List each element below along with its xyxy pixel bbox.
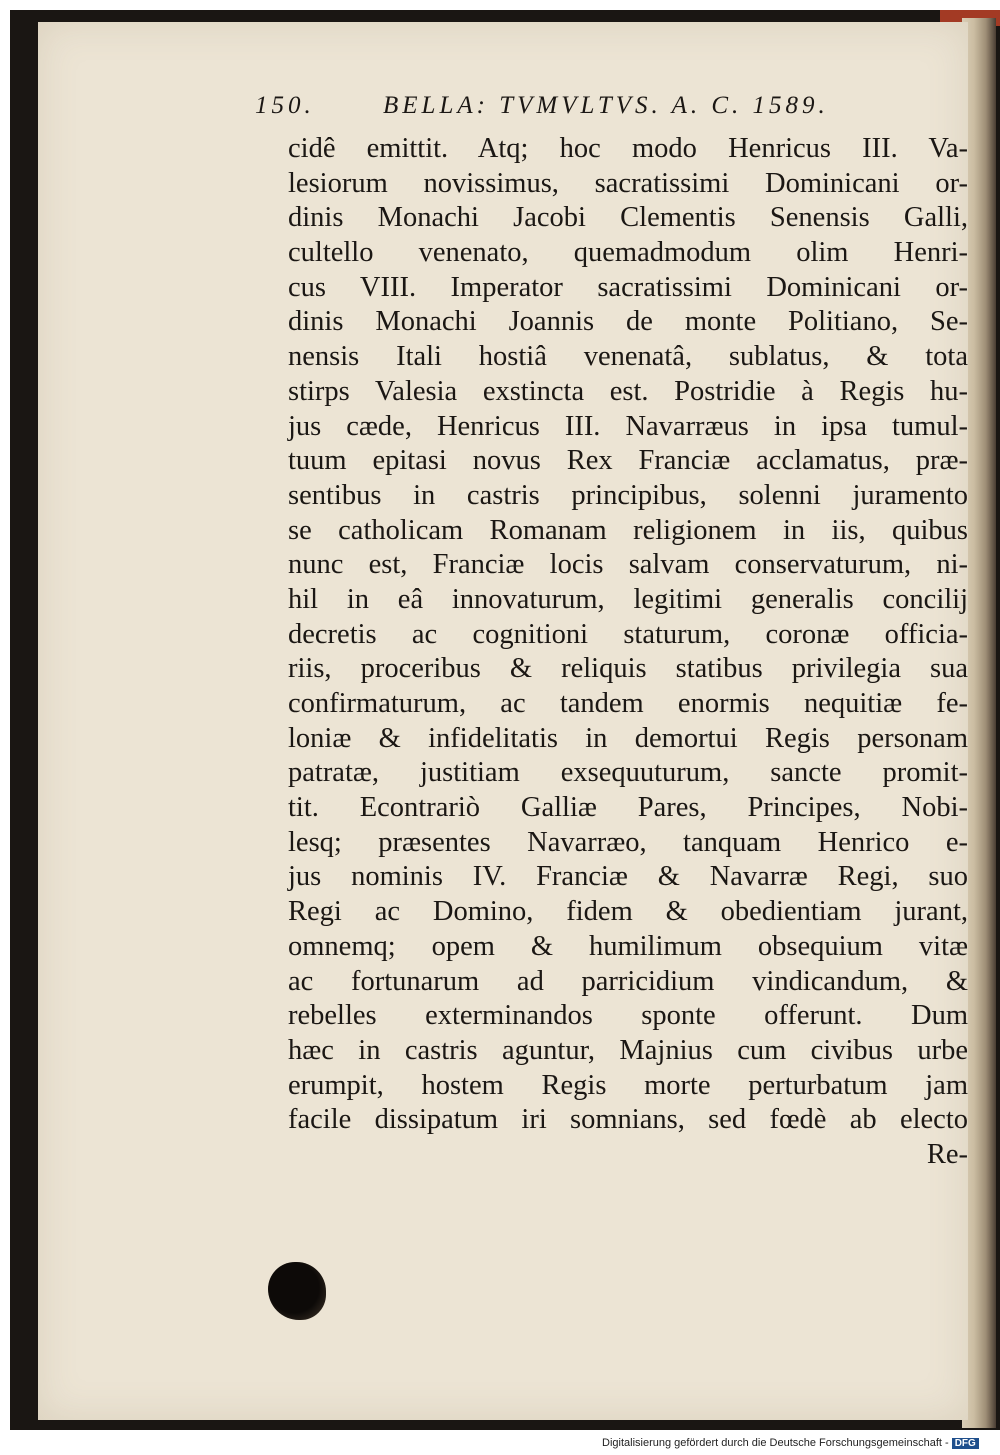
text-line: Regi ac Domino, fidem & obedientiam jurant, xyxy=(288,896,968,928)
text-line: lesq; præsentes Navarræo, tanquam Henrico e- xyxy=(288,826,968,858)
text-line: cus VIII. Imperator sacratissimi Dominicani or- xyxy=(288,271,968,303)
text-line: confirmaturum, ac tandem enormis nequitiæ fe- xyxy=(288,688,968,719)
text-line: jus cæde, Henricus III. Navarræus in ipsa tumul- xyxy=(288,410,968,442)
text-line: facile dissipatum iri somnians, sed fœdè ab electo xyxy=(288,1104,968,1136)
page-number: 150. xyxy=(255,92,315,119)
running-header xyxy=(255,92,915,120)
text-line: cultello venenato, quemadmodum olim Henri- xyxy=(288,237,968,269)
text-line: loniæ & infidelitatis in demortui Regis personam xyxy=(288,722,968,754)
body-text xyxy=(288,132,968,1173)
text-line: decretis ac cognitioni staturum, coronæ officia- xyxy=(288,618,968,650)
text-line: omnemq; opem & humilimum obsequium vitæ xyxy=(288,930,968,962)
text-line: hæc in castris aguntur, Majnius cum civibus urbe xyxy=(288,1034,968,1066)
text-line: erumpit, hostem Regis morte perturbatum jam xyxy=(288,1069,968,1101)
text-line: se catholicam Romanam religionem in iis, quibus xyxy=(288,514,968,546)
text-line: tit. Econtrariò Galliæ Pares, Principes, Nobi- xyxy=(288,792,968,824)
running-title: BELLA: TVMVLTVS. A. C. 1589. xyxy=(383,92,829,119)
catchword: Re- xyxy=(926,1138,968,1170)
text-line: stirps Valesia exstincta est. Postridie à Regis hu- xyxy=(288,375,968,407)
credit-text: Digitalisierung gefördert durch die Deutsche Forschungsgemeinschaft - xyxy=(602,1437,949,1449)
text-line: jus nominis IV. Franciæ & Navarræ Regi, suo xyxy=(288,861,968,893)
text-line: dinis Monachi Joannis de monte Politiano, Se- xyxy=(288,306,968,338)
text-line: patratæ, justitiam exsequuturum, sancte promit- xyxy=(288,757,968,789)
digitization-credit xyxy=(602,1437,979,1449)
text-line: rebelles exterminandos sponte offerunt. Dum xyxy=(288,1000,968,1032)
text-line: dinis Monachi Jacobi Clementis Senensis Galli, xyxy=(288,202,968,234)
text-line: nunc est, Franciæ locis salvam conservaturum, ni- xyxy=(288,549,968,581)
text-line: riis, proceribus & reliquis statibus privilegia sua xyxy=(288,653,968,685)
text-line: tuum epitasi novus Rex Franciæ acclamatus, præ- xyxy=(288,445,968,477)
text-line: cidê emittit. Atq; hoc modo Henricus III. Va- xyxy=(288,133,968,164)
text-line: nensis Itali hostiâ venenatâ, sublatus, & tota xyxy=(288,341,968,373)
text-line: ac fortunarum ad parricidium vindicandum, & xyxy=(288,965,968,997)
text-line: lesiorum novissimus, sacratissimi Dominicani or- xyxy=(288,167,968,199)
text-line: hil in eâ innovaturum, legitimi generalis concilij xyxy=(288,583,968,615)
text-line: sentibus in castris principibus, solenni juramento xyxy=(288,479,968,511)
dfg-logo: DFG xyxy=(952,1438,979,1449)
ink-blot xyxy=(268,1262,326,1320)
